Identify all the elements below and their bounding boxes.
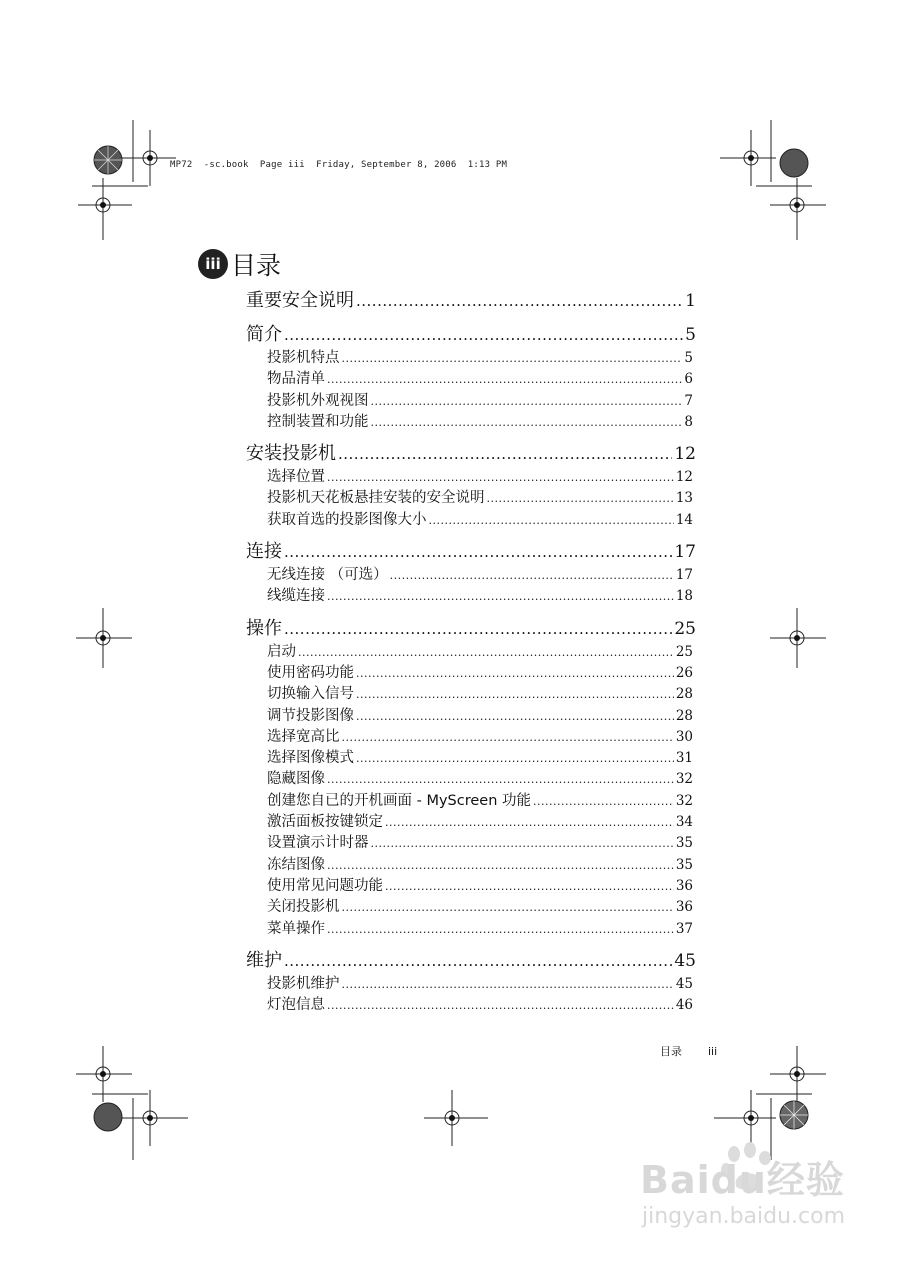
leader-dots: [356, 663, 674, 684]
page-footer: [660, 1043, 717, 1059]
page-number: 13: [675, 490, 693, 507]
page-number: 12: [675, 469, 693, 486]
toc-item[interactable]: [246, 812, 693, 833]
toc-item[interactable]: [246, 663, 693, 684]
toc-item[interactable]: [246, 684, 693, 705]
leader-dots: [342, 348, 683, 369]
item-title: 选择图像模式: [267, 750, 354, 767]
toc-item[interactable]: [246, 412, 693, 433]
item-title: 投影机维护: [267, 975, 340, 992]
page-number: 36: [675, 877, 693, 894]
page-number: 5: [685, 325, 696, 345]
page-number: 8: [684, 413, 693, 430]
leader-dots: [342, 897, 674, 918]
toc-item[interactable]: [246, 586, 693, 607]
item-title: 线缆连接: [267, 588, 325, 605]
page-number: 30: [675, 728, 693, 745]
leader-dots: [298, 642, 674, 663]
toc-chapter[interactable]: [246, 288, 696, 314]
toc-item[interactable]: [246, 642, 693, 663]
toc-item[interactable]: [246, 510, 693, 531]
leader-dots: [390, 565, 674, 586]
leader-dots: [356, 684, 674, 705]
toc-item[interactable]: [246, 391, 693, 412]
toc-item[interactable]: [246, 488, 693, 509]
item-title: 冻结图像: [267, 856, 325, 873]
chapter-title: 重要安全说明: [246, 290, 354, 311]
leader-dots: [356, 706, 674, 727]
page-number: 45: [674, 950, 696, 971]
leader-dots: [327, 769, 674, 790]
page-number: 32: [675, 792, 693, 809]
toc-item[interactable]: [246, 833, 693, 854]
leader-dots: [327, 855, 674, 876]
toc-chapter[interactable]: [246, 539, 696, 565]
leader-dots: [356, 288, 683, 314]
page-number: 12: [674, 444, 696, 465]
page-number: 25: [674, 618, 696, 639]
item-title: 激活面板按键锁定: [267, 814, 383, 831]
item-title: 控制装置和功能: [267, 413, 369, 430]
toc-item[interactable]: [246, 748, 693, 769]
page-number: 5: [684, 350, 693, 366]
item-title: 创建您自已的开机画面 - MyScreen 功能: [267, 792, 532, 809]
item-title: 选择位置: [267, 469, 325, 486]
item-title: 关闭投影机: [267, 899, 340, 916]
page-number: 18: [675, 588, 693, 605]
leader-dots: [533, 791, 674, 812]
item-title: 选择宽高比: [267, 728, 340, 745]
toc-title: [198, 246, 281, 282]
toc-item[interactable]: [246, 855, 693, 876]
page-number: 28: [675, 707, 693, 724]
leader-dots: [327, 586, 674, 607]
leader-dots: [371, 833, 674, 854]
toc-chapter[interactable]: [246, 441, 696, 467]
toc-chapter[interactable]: [246, 616, 696, 642]
page-number: 46: [675, 997, 693, 1014]
page-number: 31: [675, 750, 693, 767]
page-number-badge: iii: [198, 249, 228, 279]
item-title: 使用常见问题功能: [267, 877, 383, 894]
toc-item[interactable]: [246, 791, 693, 812]
leader-dots: [342, 727, 674, 748]
print-header: MP72 -sc.book Page iii Friday, September 8, 2006 1:13 PM: [170, 160, 508, 170]
leader-dots: [284, 322, 683, 348]
leader-dots: [429, 510, 674, 531]
toc-item[interactable]: [246, 974, 693, 995]
item-title: 获取首选的投影图像大小: [267, 511, 427, 528]
toc-item[interactable]: [246, 919, 693, 940]
item-title: 调节投影图像: [267, 707, 354, 724]
leader-dots: [342, 974, 674, 995]
item-title: 设置演示计时器: [267, 835, 369, 852]
toc-chapter[interactable]: [246, 948, 696, 974]
item-title: 投影机特点: [267, 350, 340, 366]
leader-dots: [284, 616, 672, 642]
leader-dots: [327, 369, 682, 390]
watermark-url: jingyan.baidu.com: [642, 1204, 846, 1229]
leader-dots: [356, 748, 674, 769]
footer-section: 目录: [660, 1045, 682, 1058]
toc-item[interactable]: [246, 727, 693, 748]
page-number: 35: [675, 856, 693, 873]
chapter-title: 安装投影机: [246, 443, 336, 465]
chapter-title: 操作: [246, 617, 282, 639]
item-title: 隐藏图像: [267, 771, 325, 788]
toc-item[interactable]: [246, 467, 693, 488]
watermark: [640, 1158, 880, 1232]
footer-page-number: iii: [708, 1045, 718, 1058]
leader-dots: [371, 412, 683, 433]
item-title: 切换输入信号: [267, 686, 354, 703]
item-title: 无线连接 （可选）: [267, 567, 388, 584]
toc-item[interactable]: [246, 769, 693, 790]
toc-item[interactable]: [246, 369, 693, 390]
page-number: 25: [675, 643, 693, 660]
item-title: 菜单操作: [267, 920, 325, 937]
leader-dots: [284, 948, 672, 974]
page-number: 37: [675, 920, 693, 937]
page-number: 7: [684, 392, 693, 409]
page-title: 目录: [231, 251, 282, 280]
leader-dots: [327, 467, 674, 488]
page-number: 14: [675, 511, 693, 528]
toc-item[interactable]: [246, 897, 693, 918]
leader-dots: [284, 539, 672, 565]
page-number: 26: [675, 664, 693, 681]
page-number: 36: [675, 899, 693, 916]
page-number: 28: [675, 686, 693, 703]
page-number: 1: [685, 291, 696, 311]
page-number: 34: [675, 814, 693, 831]
page-number: 35: [675, 835, 693, 852]
item-title: 启动: [267, 643, 296, 660]
leader-dots: [338, 441, 672, 467]
table-of-contents: [246, 288, 696, 1016]
leader-dots: [385, 812, 674, 833]
item-title: 使用密码功能: [267, 664, 354, 681]
toc-item[interactable]: [246, 876, 693, 897]
toc-item[interactable]: [246, 706, 693, 727]
page-number: 17: [675, 567, 693, 584]
toc-item[interactable]: [246, 565, 693, 586]
toc-item[interactable]: [246, 348, 693, 369]
item-title: 物品清单: [267, 371, 325, 388]
chapter-title: 简介: [246, 324, 282, 345]
leader-dots: [327, 919, 674, 940]
leader-dots: [487, 488, 674, 509]
page-number: 45: [675, 975, 693, 992]
toc-chapter[interactable]: [246, 322, 696, 348]
chapter-title: 维护: [246, 949, 282, 971]
item-title: 灯泡信息: [267, 997, 325, 1014]
toc-item[interactable]: [246, 995, 693, 1016]
page-number: 6: [684, 371, 693, 388]
chapter-title: 连接: [246, 541, 282, 563]
leader-dots: [327, 995, 674, 1016]
page-number: 17: [674, 542, 696, 563]
item-title: 投影机外观视图: [267, 392, 369, 409]
page-number: 32: [675, 771, 693, 788]
leader-dots: [385, 876, 674, 897]
item-title: 投影机天花板悬挂安装的安全说明: [267, 490, 485, 507]
leader-dots: [371, 391, 683, 412]
watermark-logo: Baidu经验: [640, 1158, 845, 1202]
